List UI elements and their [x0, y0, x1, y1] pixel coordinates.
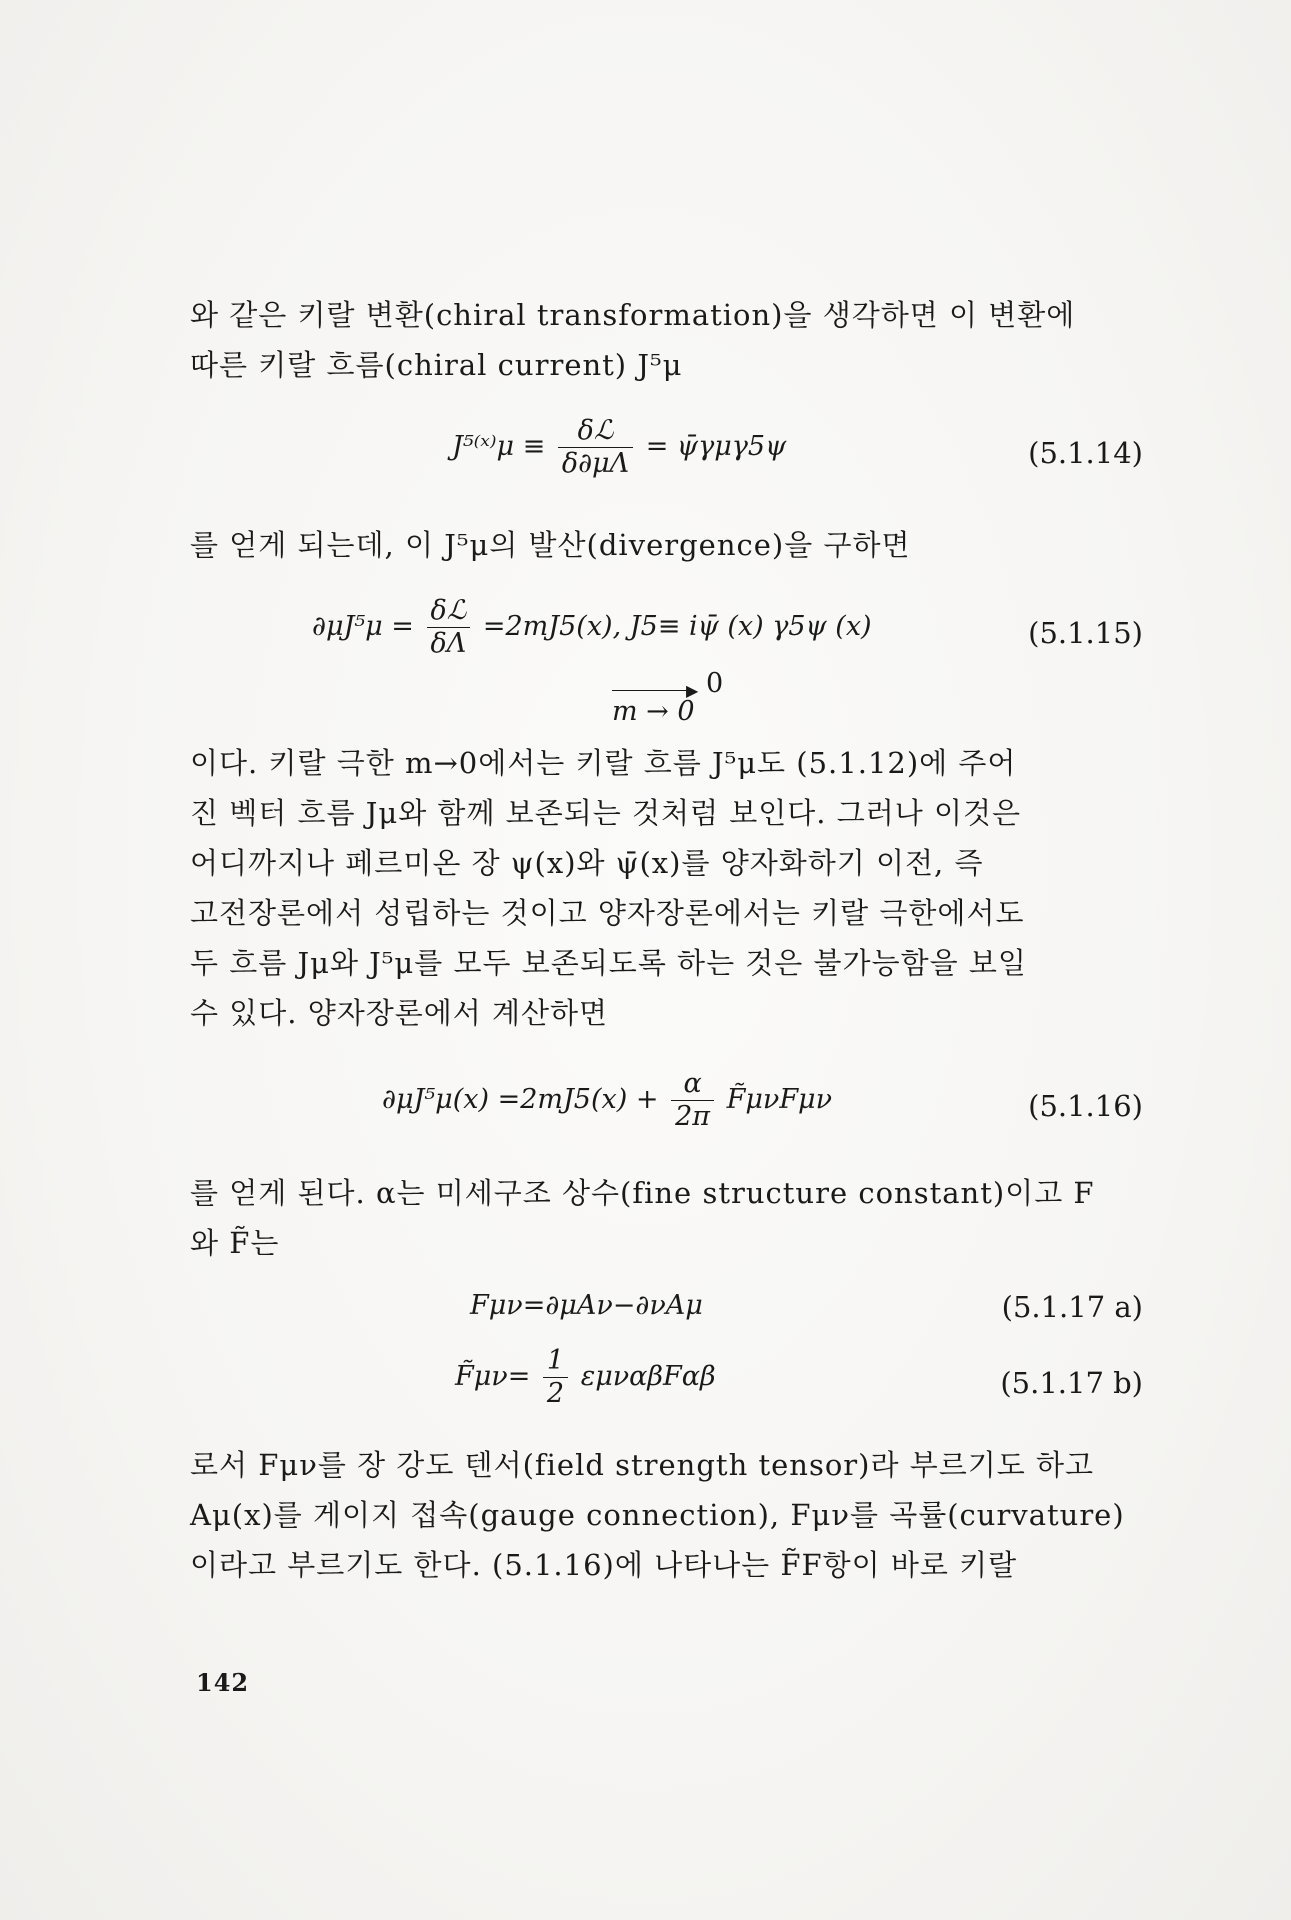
eq-denominator: δ∂μΛ: [561, 448, 630, 479]
equation-number: (5.1.17 b): [1000, 1366, 1143, 1400]
text-line: 진 벡터 흐름 Jμ와 함께 보존되는 것처럼 보인다. 그러나 이것은: [190, 796, 1021, 830]
eq-lhs: F̃μν=: [455, 1361, 531, 1392]
paragraph-3: [190, 738, 1145, 1038]
paragraph-1: [190, 290, 1145, 390]
text-line: 와 같은 키랄 변환(chiral transformation)을 생각하면 이 변환에: [190, 298, 1076, 332]
equation-5-1-17b: [455, 1345, 716, 1410]
text-line: 고전장론에서 성립하는 것이고 양자장론에서는 키랄 극한에서도: [190, 896, 1025, 930]
text-line: 어디까지나 페르미온 장 ψ(x)와 ψ̄(x)를 양자화하기 이전, 즉: [190, 846, 984, 880]
equation-5-1-16: [382, 1068, 832, 1133]
limit-arrow-line: [612, 690, 692, 691]
text-line: 이다. 키랄 극한 m→0에서는 키랄 흐름 J⁵μ도 (5.1.12)에 주어: [190, 746, 1017, 780]
eq-rhs: F̃μνFμν: [726, 1084, 833, 1115]
text-line: 를 얻게 된다. α는 미세구조 상수(fine structure constant)이고 F: [190, 1176, 1095, 1210]
eq-rhs: =2mJ5(x), J5≡ iψ̄ (x) γ5ψ (x): [482, 611, 872, 642]
eq-denominator: 2π: [675, 1101, 711, 1132]
equation-5-1-17a: Fμν=∂μAν−∂νAμ: [470, 1290, 703, 1321]
eq-fraction: [543, 1345, 568, 1410]
text-line: 수 있다. 양자장론에서 계산하면: [190, 996, 609, 1030]
arrow-head-icon: ▶: [686, 681, 699, 700]
eq-rhs: = ψ̄γμγ5ψ: [645, 431, 787, 462]
paragraph-4: [190, 1168, 1145, 1268]
equation-5-1-14: [452, 415, 786, 480]
eq-numerator: α: [671, 1068, 714, 1101]
paragraph-2: [190, 520, 1145, 570]
limit-label: m → 0: [612, 696, 695, 727]
eq-fraction: [671, 1068, 714, 1133]
paragraph-5: [190, 1440, 1145, 1590]
text-line: 두 흐름 Jμ와 J⁵μ를 모두 보존되도록 하는 것은 불가능함을 보일: [190, 946, 1027, 980]
eq-numerator: δℒ: [427, 595, 471, 628]
text-line: 와 F̃는: [190, 1226, 280, 1260]
eq-denominator: δΛ: [430, 628, 467, 659]
equation-5-1-15: [312, 595, 872, 660]
eq-lhs: ∂μJ⁵μ(x) =2mJ5(x) +: [382, 1084, 659, 1115]
text-line: 를 얻게 되는데, 이 J⁵μ의 발산(divergence)을 구하면: [190, 528, 911, 562]
equation-number: (5.1.16): [1028, 1089, 1143, 1123]
equation-number: (5.1.15): [1028, 616, 1143, 650]
equation-number: (5.1.14): [1028, 436, 1143, 470]
eq-lhs: J⁵⁽ˣ⁾μ ≡: [452, 431, 546, 462]
limit-annotation: [612, 668, 724, 727]
text-line: Aμ(x)를 게이지 접속(gauge connection), Fμν를 곡률(curvature): [190, 1498, 1125, 1532]
eq-denominator: 2: [546, 1378, 565, 1409]
eq-lhs: ∂μJ⁵μ =: [312, 611, 414, 642]
text-line: 따른 키랄 흐름(chiral current) J⁵μ: [190, 348, 683, 382]
eq-numerator: 1: [543, 1345, 568, 1378]
eq-numerator: δℒ: [558, 415, 633, 448]
eq-fraction: [427, 595, 471, 660]
limit-value: 0: [706, 668, 724, 699]
page-number: 142: [196, 1668, 250, 1697]
equation-number: (5.1.17 a): [1001, 1290, 1143, 1324]
eq-rhs: εμναβFαβ: [580, 1361, 716, 1392]
text-line: 이라고 부르기도 한다. (5.1.16)에 나타나는 F̃F항이 바로 키랄: [190, 1548, 1018, 1582]
text-line: 로서 Fμν를 장 강도 텐서(field strength tensor)라 부르기도 하고: [190, 1448, 1095, 1482]
eq-fraction: [558, 415, 633, 480]
